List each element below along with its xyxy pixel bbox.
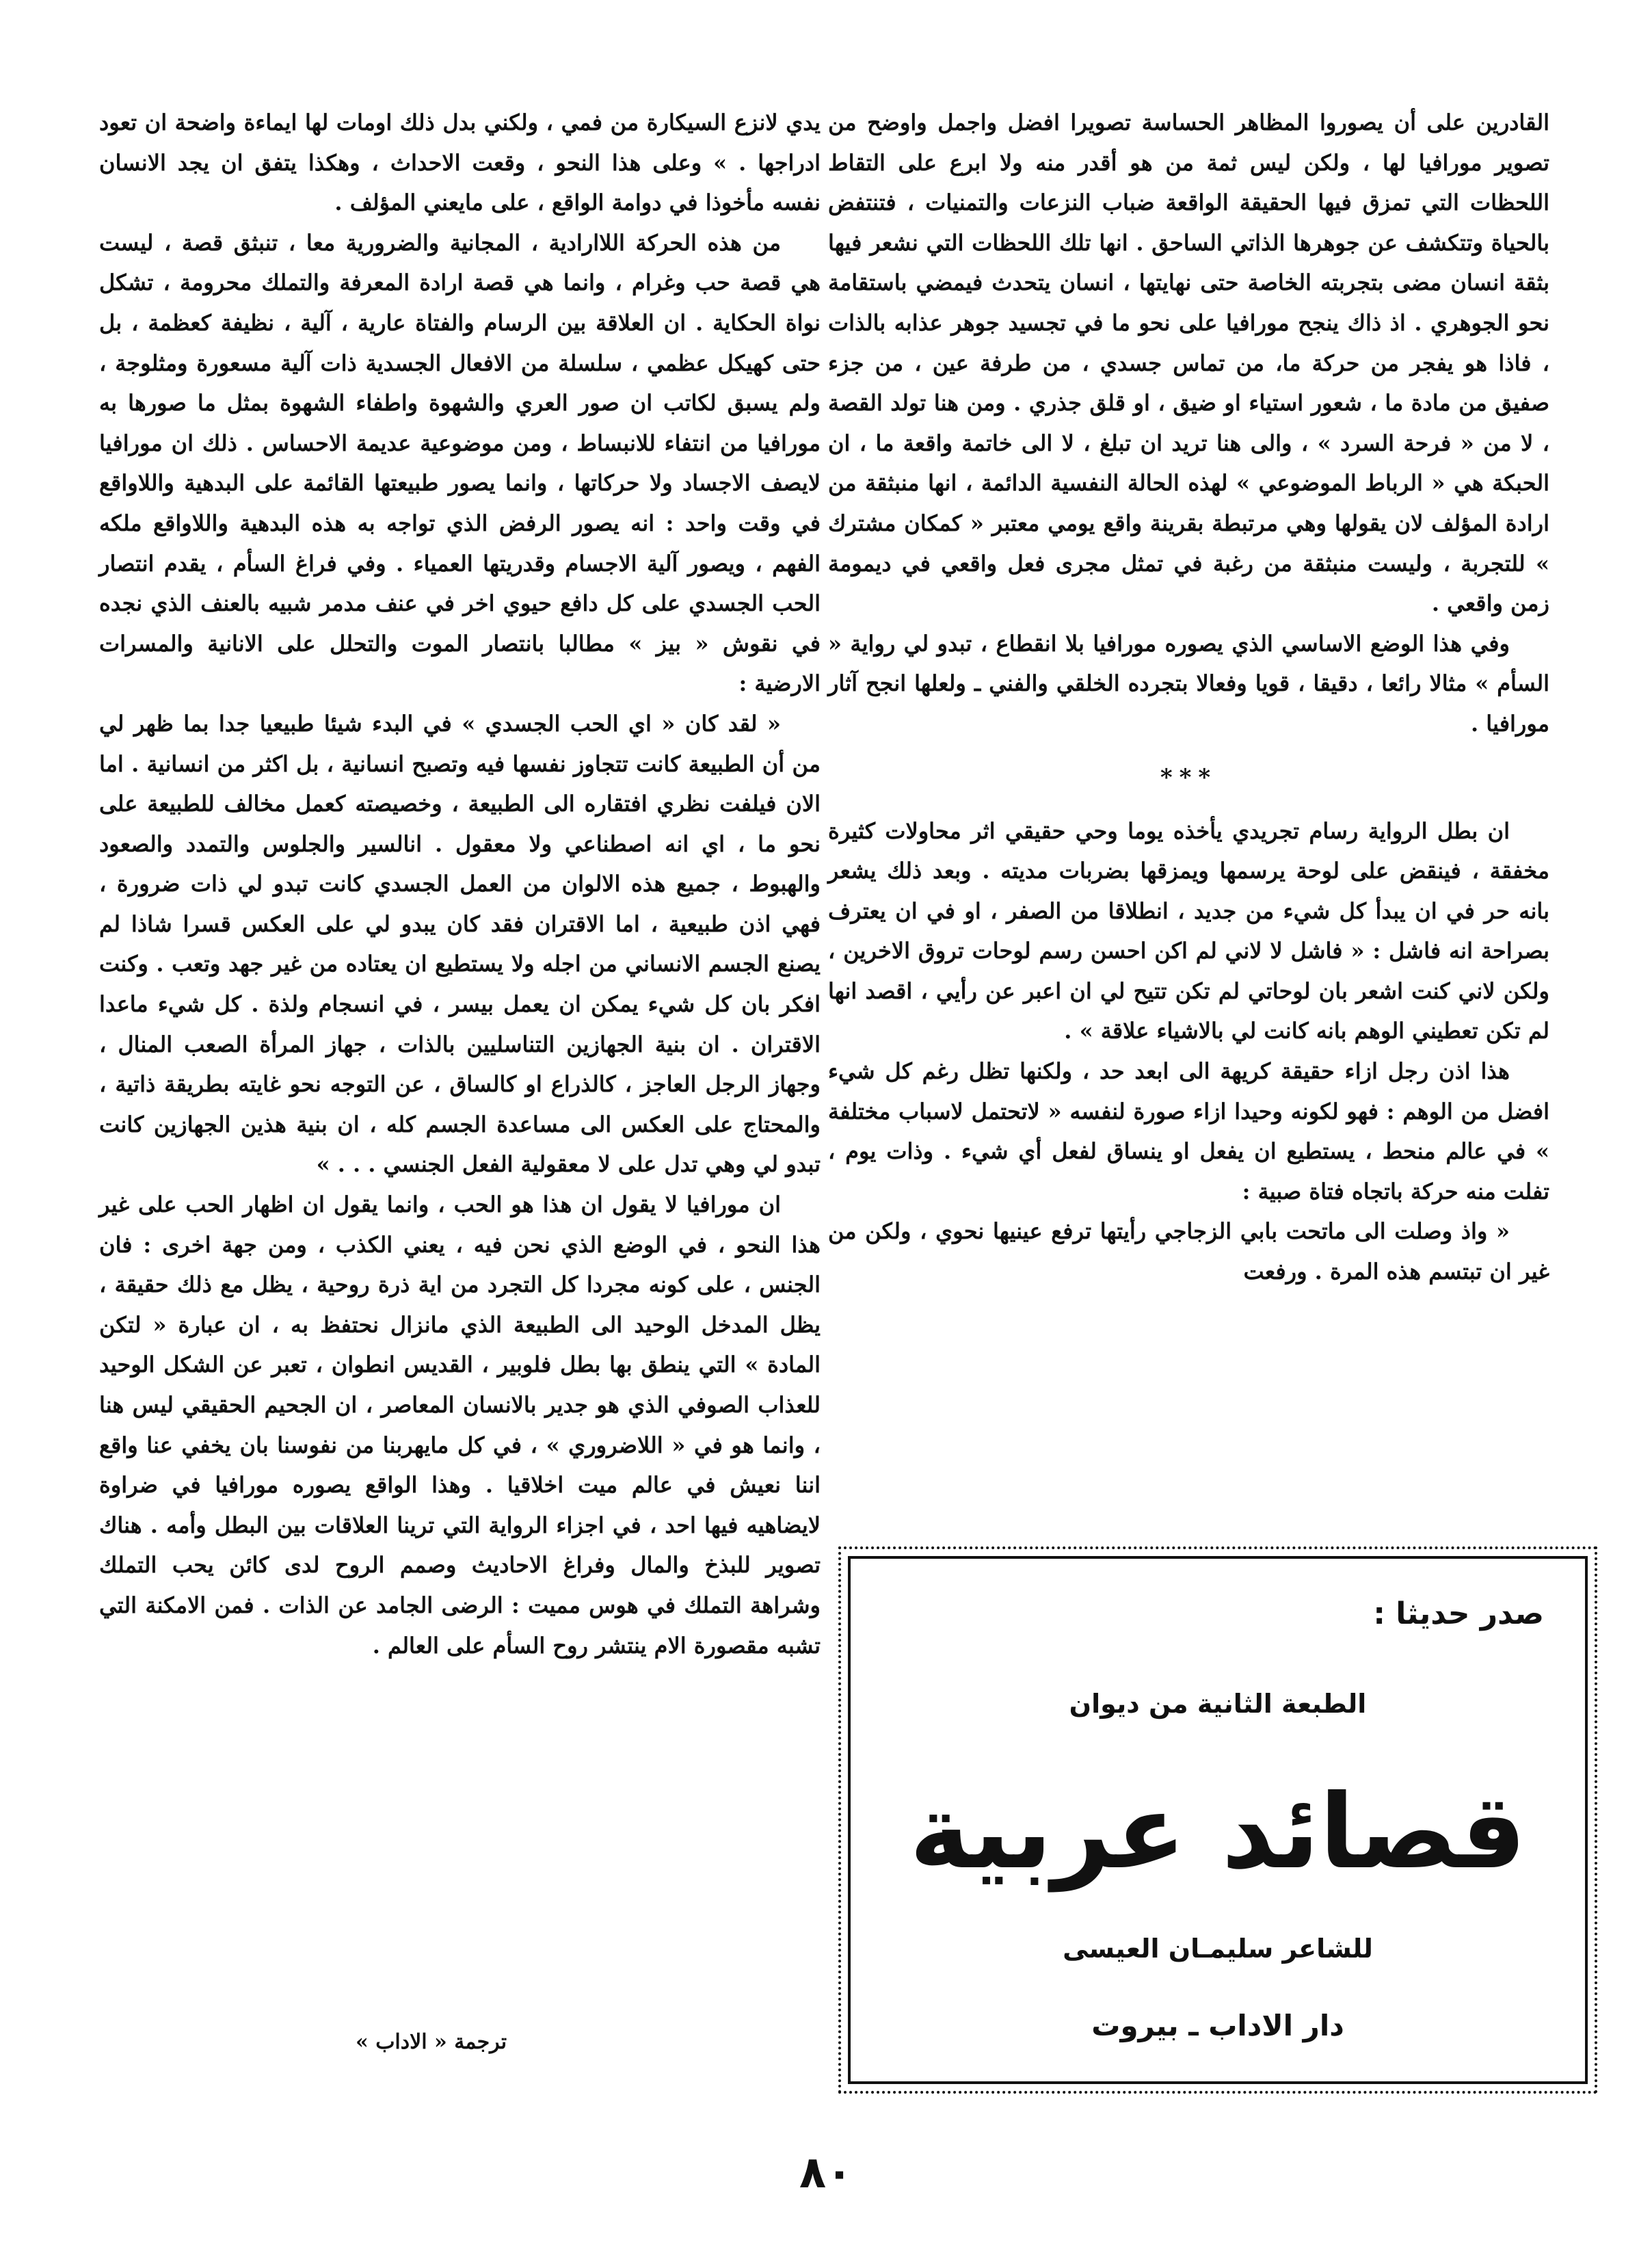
ad-book-title: قصائد عربية: [909, 1773, 1526, 1892]
book-advertisement: [848, 1556, 1588, 2084]
paragraph: وفي هذا الوضع الاساسي الذي يصوره مورافيا بلا انقطاع ، تبدو لي رواية « السأم » مثالا رائعا ، دقيقا ، قويا وفعالا بتجرده الخلقي والفني ـ ولعلها انجح آثار مورافيا .: [828, 630, 1549, 737]
paragraph: ان مورافيا لا يقول ان هذا هو الحب ، وانما يقول ان اظهار الحب على غير هذا النحو ، في الوضع الذي نحن فيه ، يعني الكذب ، ومن جهة اخرى : فان الجنس ، على كونه مجردا كل التجرد من اية ذرة روحية ، يظل مع ذلك حقيقة ، يظل المدخل الوحيد الى الطبيعة الذي مانزال نحتفظ به ، ان عبارة « لتكن المادة » التي ينطق بها بطل فلوبير ، القديس انطوان ، تعبر عن الشكل الوحيد للعذاب الصوفي الذي هو جدير بالانسان المعاصر ، ان الجحيم الحقيقي ليس هنا ، وانما هو في « اللاضروري » ، في كل مايهربنا من نفوسنا بان يخفي عنا واقع اننا نعيش في عالم ميت اخلاقيا . وهذا الواقع يصوره مورافيا في ضراوة لايضاهيه فيها احد ، في اجزاء الرواية التي ترينا العلاقات بين البطل وأمه . هناك تصوير للبذخ والمال وفراغ الاحاديث وصمم الروح لدى كائن يحب التملك وشراهة التملك في هوس مميت : الرضى الجامد عن الذات . فمن الامكنة التي تشبه مقصورة الام ينتشر روح السأم على العالم .: [99, 1191, 821, 1659]
left-column: [99, 103, 821, 1665]
paragraph: « واذ وصلت الى ماتحت بابي الزجاجي رأيتها ترفع عينيها نحوي ، ولكن من غير ان تبتسم هذه المرة . ورفعت: [828, 1218, 1549, 1285]
paragraph: القادرين على أن يصوروا المظاهر الحساسة تصويرا افضل واجمل واوضح من تصوير مورافيا لها ، ولكن ليس ثمة من هو أقدر منه ولا ابرع على التقاط اللحظات التي تمزق فيها الحقيقة الواقعة ضباب النزعات والتمنيات ، فتنتفض بالحياة وتتكشف عن جوهرها الذاتي الساحق . انها تلك اللحظات التي نشعر فيها بثقة انسان مضى بتجربته الخاصة حتى نهايتها ، انسان يتحدث فيمضي باستقامة نحو الجوهري . اذ ذاك ينجح مورافيا على نحو ما في تجسيد جوهر عذابه بالذات ، فاذا هو يفجر من حركة ما، من تماس جسدي ، من طرفة عين ، من جزء صفيق من مادة ما ، شعور استياء او ضيق ، او قلق جذري . ومن هنا تولد القصة ، لا من « فرحة السرد » ، والى هنا تريد ان تبلغ ، لا الى خاتمة واقعة ما ، ان الحبكة هي « الرباط الموضوعي » لهذه الحالة النفسية الدائمة ، انها منبثقة من ارادة المؤلف لان يقولها وهي مرتبطة بقرينة واقع يومي معتبر « كمكان مشترك » للتجربة ، وليست منبثقة من رغبة في تمثل مجرى فعل واقعي في ديمومة زمن واقعي .: [828, 109, 1550, 617]
page-number: ٨٠: [799, 2148, 853, 2198]
ad-poet: للشاعر سليمـان العيسى: [1063, 1934, 1373, 1964]
section-separator: ***: [1160, 763, 1218, 791]
translator-credit: ترجمة « الاداب »: [356, 2030, 507, 2054]
right-column: [828, 103, 1549, 1292]
paragraph: هذا اذن رجل ازاء حقيقة كريهة الى ابعد حد ، ولكنها تظل رغم كل شيء افضل من الوهم : فهو لكونه وحيدا ازاء صورة لنفسه « لاتحتمل لاسباب مختلفة » في عالم منحط ، يستطيع ان يفعل او ينساق لفعل أي شيء . وذات يوم ، تفلت منه حركة باتجاه فتاة صبية :: [828, 1058, 1550, 1204]
paragraph: يدي لانزع السيكارة من فمي ، ولكني بدل ذلك اومات لها ايماءة واضحة ان تعود ادراجها . » وعلى هذا النحو ، وقعت الاحداث ، وهكذا يتفق ان يجد الانسان نفسه مأخوذا في دوامة الواقع ، على مايعني المؤلف .: [99, 109, 821, 216]
paragraph: من هذه الحركة اللاارادية ، المجانية والضرورية معا ، تنبثق قصة ، ليست هي قصة حب وغرام ، وانما هي قصة ارادة المعرفة والتملك محرومة ، تشكل نواة الحكاية . ان العلاقة بين الرسام والفتاة عارية ، آلية ، نظيفة كعظمة ، بل حتى كهيكل عظمي ، سلسلة من الافعال الجسدية ذات آلية مسعورة ومثلوجة ، ولم يسبق لكاتب ان صور العري والشهوة واطفاء الشهوة بمثل ما صورها به مورافيا من انتفاء للانبساط ، ومن موضوعية عديمة الاحساس . ذلك ان مورافيا لايصف الاجساد ولا حركاتها ، وانما يصور طبيعتها القائمة على البدهية واللاواقع في وقت واحد : انه يصور الرفض الذي تواجه به هذه البدهية واللاواقع ملكه الفهم ، ويصور آلية الاجسام وقدريتها العمياء . وفي فراغ السأم ، يقدم انتصار الحب الجسدي على كل دافع حيوي اخر في عنف مدمر شبيه بالعنف الذي نجده في نقوش « بيز » مطالبا بانتصار الموت والتحلل على الانانية والمسرات الارضية :: [99, 229, 821, 697]
ad-publisher: دار الاداب ـ بيروت: [1091, 2009, 1344, 2042]
paragraph: ان بطل الرواية رسام تجريدي يأخذه يوما وحي حقيقي اثر محاولات كثيرة مخفقة ، فينقض على لوحة يرسمها ويمزقها بضربات مديته . وبعد ذلك يشعر بانه حر في ان يبدأ كل شيء من جديد ، انطلاقا من الصفر ، او في ان يعترف بصراحة انه فاشل : « فاشل لا لاني لم اكن احسن رسم لوحات تروق الاخرين ، ولكن لاني كنت اشعر بان لوحاتي لم تكن تتيح لي ان اعبر عن رأيي ، اقصد انها لم تكن تعطيني الوهم بانه كانت لي بالاشياء علاقة » .: [828, 817, 1550, 1044]
ad-heading: صدر حديثا :: [1373, 1596, 1544, 1631]
ad-subtitle: الطبعة الثانية من ديوان: [1069, 1689, 1367, 1719]
paragraph: « لقد كان « اي الحب الجسدي » في البدء شيئا طبيعيا جدا بما ظهر لي من أن الطبيعة كانت تتجاوز نفسها فيه وتصبح انسانية ، بل اكثر من انسانية . اما الان فيلفت نظري افتقاره الى الطبيعة ، وخصيصته كعمل مخالف للطبيعة على نحو ما ، اي انه اصطناعي ولا معقول . انالسير والجلوس والتمدد والصعود والهبوط ، جميع هذه الالوان من العمل الجسدي كانت تبدو لي ذات ضرورة ، فهي اذن طبيعية ، اما الاقتران فقد كان يبدو لي على العكس قسرا شاذا لم يصنع الجسم الانساني من اجله ولا يستطيع ان يعتاده من غير جهد وتعب . وكنت افكر بان كل شيء يمكن ان يعمل بيسر ، في انسجام ولذة . كل شيء ماعدا الاقتران . ان بنية الجهازين التناسليين بالذات ، جهاز المرأة الصعب المنال ، وجهاز الرجل العاجز ، كالذراع او كالساق ، عن التوجه نحو غايته بطريقة ذاتية ، والمحتاج على العكس الى مساعدة الجسم كله ، ان بنية هذين الجهازين كانت تبدو لي وهي تدل على لا معقولية الفعل الجنسي . . . »: [99, 710, 821, 1178]
